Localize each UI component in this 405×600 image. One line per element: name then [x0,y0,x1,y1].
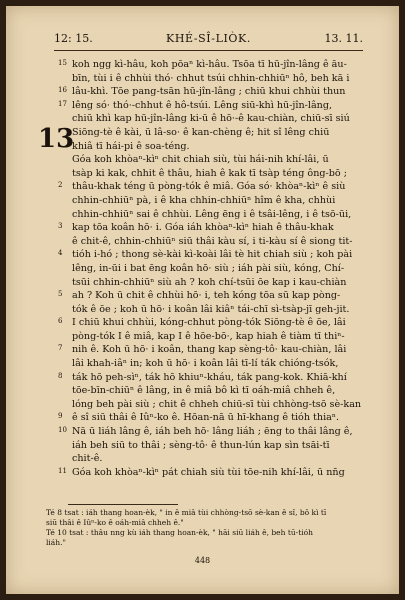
line-text: lêng só· thó·-chhut ê hô-tsúi. Lêng siū-khì hū-jîn-lâng, [72,99,333,111]
header-rule [54,50,363,51]
line-text: thâu-khak téng ū pòng-tók ê miâ. Góa só· khòaⁿ-kìⁿ ê siù [72,181,346,193]
text-line [20,411,385,425]
footnote-line: Té 8 tsat : iáh thang hoan-èk, " in ê miâ tùi chhòng-tsō sè-kan ê sî, bô kì tī [46,508,327,517]
text-line [20,208,385,222]
page-header [54,32,363,48]
verse-number: 15 [58,59,67,67]
text-line [20,276,385,290]
text-line [20,371,385,385]
scripture-text [20,58,385,479]
line-text: Siōng-tè ê kài, ū lâ-so· ê kan-chèng ê; hit sî lêng chiū [72,126,330,138]
line-text: lóng beh pài siù ; chit ê chheh chiū-sī tùi chhòng-tsō sè-kan [72,398,362,410]
line-text: tsàp ki kak, chhit ê thâu, hiah ê kak tī tsàp téng ông-bō ; [72,167,347,179]
footnotes [46,508,384,548]
page-number: 448 [194,556,211,565]
verse-number: 16 [58,86,67,95]
verse-number: 10 [58,426,67,435]
text-line [20,398,385,412]
text-line [20,303,385,317]
verse-number: 3 [58,222,63,231]
verse-number: 6 [58,317,63,326]
line-text: koh ngg kì-hâu, koh pōaⁿ kì-hâu. Tsōa tī hū-jîn-lâng ê āu- [72,59,347,70]
line-text: lêng, in-ūi i bat ēng koân hō· siù ; iáh pài siù, kóng, Chí- [72,262,345,274]
line-text: khiâ tī hái-pi ê soa-téng. [72,140,190,152]
line-text: iáh beh siū to thâi ; sèng-tô· ê thun-lún kap sìn tsāi-tī [72,439,330,451]
line-text: tók ê ōe ; koh ū hō· i koân lâi kiâⁿ tái-chī sì-tsàp-jī geh-jit. [72,303,350,315]
verse-number: 17 [58,99,67,108]
text-line [20,140,385,154]
book-page [6,6,399,594]
line-text: chhin-chhiūⁿ pà, i ê kha chhin-chhiūⁿ hîm ê kha, chhùi [72,194,336,206]
line-text: chhin-chhiūⁿ sai ê chhùi. Lêng ēng i ê tsâi-lêng, i ê tsō-ūi, [72,208,352,220]
verse-number: 7 [58,344,63,353]
text-line [20,167,385,181]
verse-number: 5 [58,290,63,299]
text-line [20,235,385,249]
line-text: bīn, tùi i ê chhùi thó· chhut tsúi chhin-chhiūⁿ hô, beh kā i [72,72,350,84]
line-text: nih ê. Koh ū hō· i koân, thang kap sèng-tô· kau-chiàn, lâi [72,344,347,356]
line-text: tōe-bīn-chiūⁿ ê lâng, in ê miâ bô kì tī oáh-miâ chheh ê, [72,385,336,397]
line-text: Nā ū liáh lâng ê, iáh beh hō· lâng liáh ; ēng to thâi lâng ê, [72,426,353,438]
line-text: pòng-tók I ê miâ, kap I ê hōe-bō·, kap hiah ê tiàm tī thiⁿ- [72,330,345,342]
verse-number: 9 [58,412,63,421]
footnote-line: siū thâi ê Iûⁿ-ko ê oáh-miâ chheh ê." [46,518,184,527]
text-line [20,289,385,303]
line-text: tióh i-hó ; thong sè-kài kì-koài lâi tè hit chiah siù ; koh pài [72,249,353,261]
text-line [20,330,385,344]
text-line [20,153,385,167]
line-text: Góa koh khòaⁿ-kìⁿ pát chiah siù tùi tōe-nih khí-lâi, ū nn̄g [72,466,345,478]
text-line [20,112,385,126]
verse-number: 4 [58,249,63,258]
text-line [20,85,385,99]
header-right-ref: 13. 11. [324,32,363,45]
text-line [20,99,385,113]
line-text: chit-ê. [72,453,103,465]
line-text: chiū khì kap hū-jîn-lâng ki-ū ê hō·-ê kau-chiàn, chiū-sī siú [72,113,350,125]
text-line [20,221,385,235]
text-line [20,194,385,208]
line-text: tsūi chhin-chhiūⁿ siù ah ? koh chí-tsūi ōe kap i kau-chiàn [72,276,347,288]
text-line [20,72,385,86]
text-line [20,262,385,276]
text-line [20,452,385,466]
text-line [20,248,385,262]
footnote-line: Té 10 tsat : thâu nng kù iáh thang hoan-èk, " hāi siū liáh ê, beh tū-tióh [46,528,313,537]
text-line [20,466,385,480]
line-text: ê chit-ê, chhin-chhiūⁿ siū thâi kàu sí, i ti-kàu sí ê siong tit- [72,235,353,247]
text-line [20,439,385,453]
verse-number: 11 [58,466,67,475]
verse-number: 2 [58,181,63,190]
line-text: ah ? Koh ū chit ê chhùi hō· i, teh kóng tōa sū kap pòng- [72,290,341,302]
chapter-number: 13 [38,123,75,154]
text-line [20,425,385,439]
text-line [20,316,385,330]
text-line [20,343,385,357]
footnote-line: liáh." [46,538,66,547]
line-text: lâu-khì. Tōe pang-tsān hū-jîn-lâng ; chiū khui chhùi thun [72,86,346,98]
line-text: Góa koh khòaⁿ-kìⁿ chit chiah siù, tùi hái-nih khí-lâi, ū [72,154,329,166]
header-left-ref: 12: 15. [54,32,93,45]
line-text: ê sî siū thâi ê Iûⁿ-ko ê. Hōan-nā ū hī-khang ê tióh thiaⁿ. [72,412,340,424]
verse-number: 8 [58,371,63,380]
text-line [20,180,385,194]
footnote-rule [68,504,178,505]
line-text: lâi khah-iâⁿ in; koh ū hō· i koân lâi tī-lí ták chióng-tsók, [72,358,339,370]
line-text: kap tōa koân hō· i. Góa iáh khòaⁿ-kìⁿ hiah ê thâu-khak [72,222,334,234]
text-line [20,58,385,72]
line-text: I chiū khui chhùi, kóng-chhut pòng-tók Siōng-tè ê ōe, lâi [72,317,346,329]
text-line [20,357,385,371]
line-text: ták hō peh-sìⁿ, ták hō khiuⁿ-kháu, ták pang-kok. Khiā-khí [72,371,347,383]
text-line [20,384,385,398]
header-book-title: KHÉ-SÎ-LIÒK. [166,32,251,45]
